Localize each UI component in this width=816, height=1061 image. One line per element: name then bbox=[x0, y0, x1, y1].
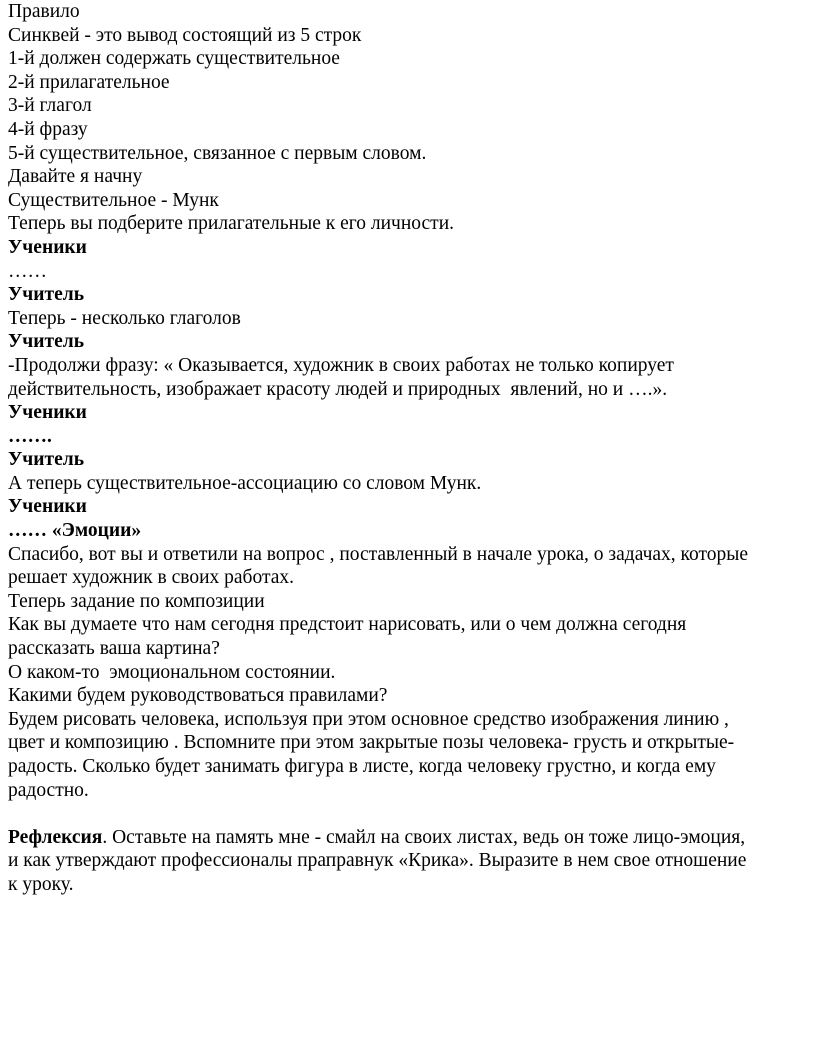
answer-state: О каком-то эмоциональном состоянии. bbox=[8, 661, 336, 683]
students-answer-dots: …… bbox=[8, 260, 47, 282]
drawing-line: Будем рисовать человека, используя при этом основное средство изображения линию , bbox=[8, 708, 729, 730]
rule-line-2: 2-й прилагательное bbox=[8, 71, 170, 93]
thanks-line: Спасибо, вот вы и ответили на вопрос , поставленный в начале урока, о задачах, которые bbox=[8, 543, 749, 565]
noun-line: Существительное - Мунк bbox=[8, 189, 219, 211]
rules-question: Какими будем руководствоваться правилами? bbox=[8, 685, 388, 707]
rule-line-5: 5-й существительное, связанное с первым словом. bbox=[8, 142, 427, 164]
composition-task: Теперь задание по композиции bbox=[8, 590, 265, 612]
phrase-task-line: -Продолжи фразу: « Оказывается, художник в своих работах не только копирует bbox=[8, 354, 674, 376]
reflection-line: к уроку. bbox=[8, 873, 74, 895]
verbs-task: Теперь - несколько глаголов bbox=[8, 307, 241, 329]
speaker-students: Ученики bbox=[8, 496, 87, 518]
rule-line-1: 1-й должен содержать существительное bbox=[8, 48, 340, 70]
question-line: рассказать ваша картина? bbox=[8, 638, 220, 660]
speaker-teacher: Учитель bbox=[8, 331, 85, 353]
drawing-line: цвет и композицию . Вспомните при этом закрытые позы человека- грусть и открытые- bbox=[8, 732, 735, 754]
rule-heading: Правило bbox=[8, 1, 80, 22]
reflection-text: . Оставьте на память мне - смайл на своих листах, ведь он тоже лицо-эмоция, bbox=[102, 826, 746, 848]
rule-line-4: 4-й фразу bbox=[8, 118, 88, 140]
drawing-line: радостно. bbox=[8, 779, 89, 801]
rule-line-intro: Синквей - это вывод состоящий из 5 строк bbox=[8, 24, 362, 46]
speaker-students: Ученики bbox=[8, 402, 87, 424]
start-line: Давайте я начну bbox=[8, 166, 143, 188]
reflection-label: Рефлексия bbox=[8, 826, 103, 848]
speaker-teacher: Учитель bbox=[8, 449, 85, 471]
reflection-line bbox=[8, 826, 808, 850]
speaker-teacher: Учитель bbox=[8, 284, 85, 306]
phrase-task-line: действительность, изображает красоту людей и природных явлений, но и ….». bbox=[8, 378, 668, 400]
adjectives-task: Теперь вы подберите прилагательные к его личности. bbox=[8, 213, 455, 235]
drawing-line: радость. Сколько будет занимать фигура в листе, когда человеку грустно, и когда ему bbox=[8, 756, 716, 777]
thanks-line: решает художник в своих работах. bbox=[8, 567, 295, 589]
students-answer-dots: ……. bbox=[8, 425, 52, 447]
emotions-answer: …… «Эмоции» bbox=[8, 520, 142, 542]
association-task: А теперь существительное-ассоциацию со словом Мунк. bbox=[8, 472, 482, 494]
speaker-students: Ученики bbox=[8, 236, 87, 258]
blank-spacer bbox=[8, 802, 808, 826]
rule-line-3: 3-й глагол bbox=[8, 95, 92, 117]
reflection-line: и как утверждают профессионалы праправнук «Крика». Выразите в нем свое отношение bbox=[8, 850, 747, 872]
question-line: Как вы думаете что нам сегодня предстоит нарисовать, или о чем должна сегодня bbox=[8, 614, 687, 636]
